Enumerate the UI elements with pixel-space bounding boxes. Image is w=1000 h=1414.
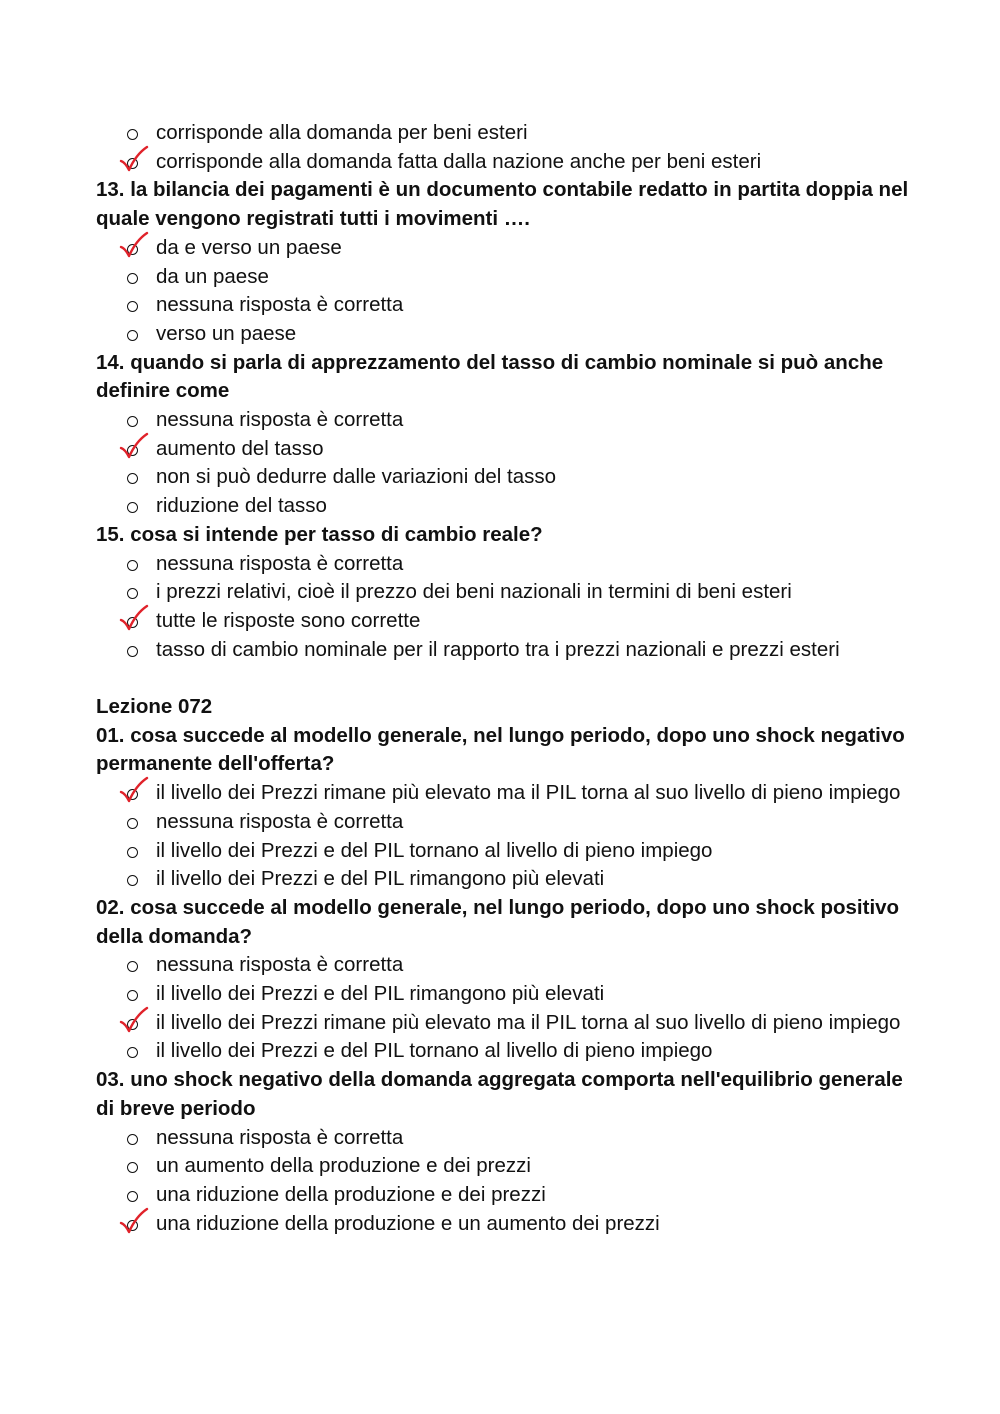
option-bullet	[126, 320, 140, 349]
red-checkmark-icon	[126, 435, 140, 464]
answer-option-correct	[96, 779, 916, 808]
answer-option	[96, 263, 916, 292]
option-bullet	[126, 636, 140, 665]
answer-option	[96, 1124, 916, 1153]
option-text: il livello dei Prezzi e del PIL rimangono più elevati	[156, 982, 605, 1006]
option-bullet	[126, 578, 140, 607]
circle-bullet-icon	[127, 818, 138, 829]
option-text: riduzione del tasso	[156, 494, 327, 518]
answer-option-correct	[96, 234, 916, 263]
checkmark-icon	[120, 777, 150, 805]
circle-bullet-icon	[127, 301, 138, 312]
red-checkmark-icon	[126, 779, 140, 808]
option-text: una riduzione della produzione e dei prezzi	[156, 1183, 546, 1206]
circle-bullet-icon	[127, 129, 138, 140]
answer-option	[96, 463, 916, 492]
answer-option	[96, 320, 916, 349]
document-page	[96, 119, 916, 1238]
option-text: il livello dei Prezzi rimane più elevato ma il PIL torna al suo livello di pieno impiego	[156, 1010, 901, 1034]
option-text: da e verso un paese	[156, 235, 342, 259]
checkmark-icon	[120, 1208, 150, 1236]
answer-option	[96, 1181, 916, 1210]
blank-line	[96, 664, 916, 693]
answer-option	[96, 980, 916, 1009]
circle-bullet-icon	[127, 1191, 138, 1202]
circle-bullet-icon	[127, 847, 138, 858]
red-checkmark-icon	[126, 1009, 140, 1038]
option-bullet	[126, 1124, 140, 1153]
checkmark-icon	[120, 232, 150, 260]
option-bullet	[126, 837, 140, 866]
option-text: il livello dei Prezzi e del PIL tornano al livello di pieno impiego	[156, 1039, 713, 1063]
circle-bullet-icon	[127, 875, 138, 886]
question-text: 15. cosa si intende per tasso di cambio reale?	[96, 522, 543, 546]
red-checkmark-icon	[126, 234, 140, 263]
circle-bullet-icon	[127, 273, 138, 284]
option-bullet	[126, 980, 140, 1009]
answer-option	[96, 808, 916, 837]
answer-option	[96, 951, 916, 980]
answer-option-correct	[96, 1210, 916, 1239]
option-text: nessuna risposta è corretta	[156, 408, 404, 432]
option-text: i prezzi relativi, cioè il prezzo dei beni nazionali in termini di beni esteri	[156, 580, 792, 604]
answer-option-correct	[96, 607, 916, 636]
option-text: nessuna risposta è corretta	[156, 551, 404, 575]
red-checkmark-icon	[126, 148, 140, 177]
answer-option	[96, 291, 916, 320]
circle-bullet-icon	[127, 330, 138, 341]
answer-option	[96, 492, 916, 521]
option-bullet	[126, 550, 140, 579]
option-text: nessuna risposta è corretta	[156, 1125, 404, 1149]
option-text: una riduzione della produzione e un aumento dei prezzi	[156, 1211, 660, 1235]
option-text: il livello dei Prezzi e del PIL rimangono più elevati	[156, 867, 605, 891]
option-text: nessuna risposta è corretta	[156, 809, 404, 833]
option-bullet	[126, 1037, 140, 1066]
option-bullet	[126, 865, 140, 894]
answer-option	[96, 865, 916, 894]
answer-option	[96, 1037, 916, 1066]
circle-bullet-icon	[127, 646, 138, 657]
circle-bullet-icon	[127, 473, 138, 484]
option-text: nessuna risposta è corretta	[156, 293, 404, 317]
answer-option	[96, 550, 916, 579]
answer-option-correct	[96, 1009, 916, 1038]
circle-bullet-icon	[127, 990, 138, 1001]
checkmark-icon	[120, 146, 150, 174]
circle-bullet-icon	[127, 1134, 138, 1145]
answer-option	[96, 406, 916, 435]
option-bullet	[126, 1181, 140, 1210]
question-text: 01. cosa succede al modello generale, nel lungo periodo, dopo uno shock negativo permanente dell'offerta?	[96, 723, 905, 776]
circle-bullet-icon	[127, 416, 138, 427]
answer-option	[96, 1152, 916, 1181]
circle-bullet-icon	[127, 560, 138, 571]
answer-option-correct	[96, 148, 916, 177]
option-bullet	[126, 463, 140, 492]
option-text: corrisponde alla domanda fatta dalla nazione anche per beni esteri	[156, 149, 762, 173]
option-text: tasso di cambio nominale per il rapporto tra i prezzi nazionali e prezzi esteri	[156, 637, 840, 661]
answer-option-correct	[96, 435, 916, 464]
option-bullet	[126, 119, 140, 148]
circle-bullet-icon	[127, 588, 138, 599]
option-text: non si può dedurre dalle variazioni del tasso	[156, 465, 557, 489]
answer-option	[96, 636, 916, 665]
question-text: 03. uno shock negativo della domanda aggregata comporta nell'equilibrio generale di breve periodo	[96, 1068, 903, 1120]
option-text: aumento del tasso	[156, 436, 324, 460]
checkmark-icon	[120, 433, 150, 461]
option-bullet	[126, 291, 140, 320]
red-checkmark-icon	[126, 607, 140, 636]
option-text: corrisponde alla domanda per beni esteri	[156, 121, 528, 144]
option-bullet	[126, 492, 140, 521]
circle-bullet-icon	[127, 1047, 138, 1058]
answer-option	[96, 837, 916, 866]
question-text: 13. la bilancia dei pagamenti è un documento contabile redatto in partita doppia nel quale vengono registrati tutti i movimenti ….	[96, 178, 909, 231]
option-text: da un paese	[156, 264, 269, 288]
option-bullet	[126, 951, 140, 980]
red-checkmark-icon	[126, 1210, 140, 1239]
option-bullet	[126, 263, 140, 292]
option-bullet	[126, 1152, 140, 1181]
circle-bullet-icon	[127, 502, 138, 513]
option-text: nessuna risposta è corretta	[156, 953, 404, 977]
option-text: il livello dei Prezzi rimane più elevato ma il PIL torna al suo livello di pieno impiego	[156, 781, 901, 805]
option-text: un aumento della produzione e dei prezzi	[156, 1154, 531, 1178]
question-text: 14. quando si parla di apprezzamento del tasso di cambio nominale si può anche definire come	[96, 350, 884, 403]
answer-option	[96, 578, 916, 607]
checkmark-icon	[120, 1007, 150, 1035]
question-text: 02. cosa succede al modello generale, nel lungo periodo, dopo uno shock positivo della domanda?	[96, 895, 900, 948]
option-text: tutte le risposte sono corrette	[156, 608, 421, 632]
circle-bullet-icon	[127, 961, 138, 972]
option-bullet	[126, 808, 140, 837]
option-text: il livello dei Prezzi e del PIL tornano al livello di pieno impiego	[156, 838, 713, 862]
option-text: verso un paese	[156, 321, 297, 345]
circle-bullet-icon	[127, 1162, 138, 1173]
section-title: Lezione 072	[96, 695, 213, 719]
option-bullet	[126, 406, 140, 435]
checkmark-icon	[120, 605, 150, 633]
answer-option	[96, 119, 916, 148]
